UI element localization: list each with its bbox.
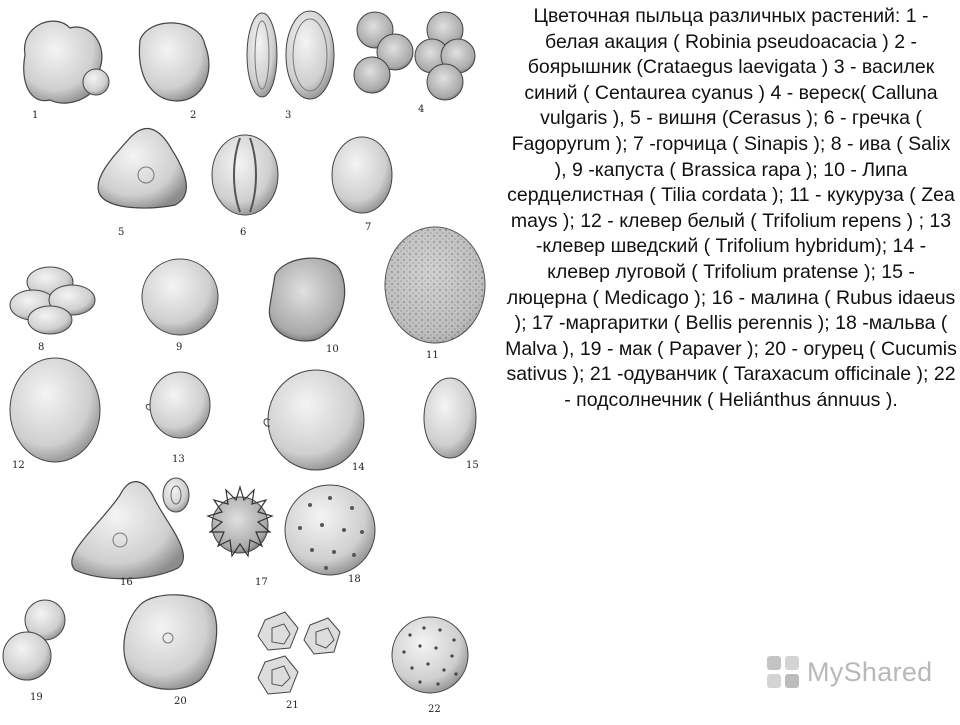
myshared-watermark: [765, 652, 932, 692]
pollen-grain-6: [212, 135, 278, 215]
figure-number-21: 21: [286, 700, 299, 711]
pollen-grain-15: [424, 378, 476, 458]
pollen-caption: Цветочная пыльца различных растений: 1 - белая акация ( Robinia pseudoacacia ) 2 - боярышник (Crataegus laevigata ) 3 - василек синий ( Centaurea cyanus ) 4 - вереск( Calluna vulgaris ), 5 - вишня (Cerasus ); 6 - гречка ( Fagopyrum ); 7 -горчица ( Sinapis ); 8 - ива ( Salix ), 9 -капуста ( Brassica rapa ); 10 - Липа сердцелистная ( Tilia cordata ); 11 - кукуруза ( Zea mays ); 12 - клевер белый ( Trifolium repens ) ; 13 -клевер шведский ( Trifolium hybridum); 14 - клевер луговой ( Trifolium pratense ); 15 - люцерна ( Medicago ); 16 - малина ( Rubus idaeus ); 17 -маргаритки ( Bellis perennis ); 18 -мальва ( Malva ), 19 - мак ( Papaver ); 20 - огурец ( Cucumis sativus ); 21 -одуванчик ( Taraxacum officinale ); 22 - подсолнечник ( Heliánthus ánnuus ).: [505, 5, 957, 411]
figure-number-17: 17: [255, 577, 268, 588]
pollen-grain-18: [285, 485, 375, 575]
figure-number-4: 4: [418, 104, 425, 115]
figure-number-22: 22: [428, 704, 441, 715]
figure-number-2: 2: [190, 110, 197, 121]
figure-number-1: 1: [32, 110, 39, 121]
watermark-text: MyShared: [807, 656, 933, 687]
pollen-grain-3: [247, 11, 334, 99]
pollen-grain-11: [385, 227, 485, 343]
figure-number-10: 10: [326, 344, 339, 355]
figure-number-18: 18: [348, 574, 361, 585]
myshared-logo-icon: [765, 654, 801, 690]
pollen-grain-19: [3, 600, 65, 680]
figure-number-16: 16: [120, 577, 133, 588]
pollen-grain-17: [208, 487, 272, 556]
figure-number-12: 12: [12, 460, 25, 471]
pollen-grain-9: [142, 259, 218, 335]
pollen-grain-1: [24, 21, 109, 103]
pollen-grain-5: [98, 129, 186, 208]
pollen-grain-10: [269, 258, 344, 341]
pollen-grain-4: [354, 12, 475, 100]
pollen-grain-8: [10, 267, 95, 334]
figure-number-5: 5: [118, 227, 125, 238]
figure-number-7: 7: [365, 222, 372, 233]
pollen-grain-21: [258, 612, 340, 694]
figure-number-19: 19: [30, 692, 43, 703]
pollen-grain-20: [124, 595, 217, 689]
pollen-grain-16: [72, 478, 189, 579]
pollen-grain-2: [139, 23, 209, 101]
figure-number-8: 8: [38, 342, 45, 353]
figure-number-9: 9: [176, 342, 183, 353]
figure-number-3: 3: [285, 110, 292, 121]
figure-number-20: 20: [174, 696, 187, 707]
pollen-grain-12: [10, 358, 100, 462]
figure-number-11: 11: [426, 350, 439, 361]
pollen-grain-7: [332, 137, 392, 213]
figure-number-15: 15: [466, 460, 479, 471]
figure-number-13: 13: [172, 454, 185, 465]
pollen-grain-14: [264, 370, 364, 470]
figure-number-14: 14: [352, 462, 365, 473]
pollen-grain-22: [392, 617, 468, 693]
pollen-grain-13: [146, 372, 210, 438]
figure-number-6: 6: [240, 227, 247, 238]
